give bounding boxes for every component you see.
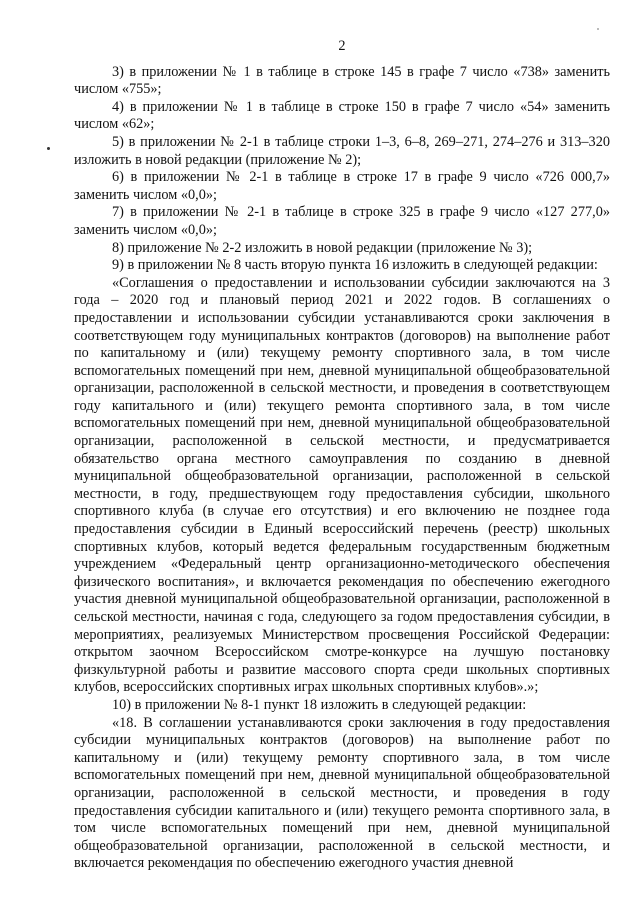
paragraph-item-4: 4) в приложении № 1 в таблице в строке 150 в графе 7 число «54» заменить числом «62»; <box>74 98 610 133</box>
quoted-text-item-18: «18. В соглашении устанавливаются сроки заключения в году предоставления субсидии муниципальных контрактов (договоров) на выполнение работ по капитальному и (или) текущему ремонту спортивного зала, в том числе вспомогательных помещений при нем, дневной муниципальной общеобразовательной организации, расположенной в сельской местности, и проведения в году предоставления субсидии капитального и (или) текущего ремонта спортивного зала, в том числе вспомогательных помещений при нем, дневной муниципальной общеобразовательной организации, расположенной в сельской местности, и включается рекомендация по обеспечению ежегодного участия дневной <box>74 714 610 872</box>
paragraph-item-3: 3) в приложении № 1 в таблице в строке 145 в графе 7 число «738» заменить числом «755»; <box>74 63 610 98</box>
paragraph-item-9: 9) в приложении № 8 часть вторую пункта 16 изложить в следующей редакции: <box>112 257 598 274</box>
quoted-text-item-16: «Соглашения о предоставлении и использовании субсидии заключаются на 3 года – 2020 год и плановый период 2021 и 2022 годов. В соглашениях о предоставлении и использовании субсидии устанавливаются сроки заключения в соответствующем году муниципальных контрактов (договоров) на выполнение работ по капитальному и (или) текущему ремонту спортивного зала, в том числе вспомогательных помещений при нем, дневной муниципальной общеобразовательной организации, расположенной в сельской местности, и проведения в соответствующем году капитального и (или) текущего ремонта спортивного зала, в том числе вспомогательных помещений при нем, дневной муниципальной общеобразовательной организации, расположенной в сельской местности, и предусматривается обязательство органа местного самоуправления по созданию в дневной муниципальной общеобразовательной организации, расположенной в сельской местности, в году, предшествующем году предоставления субсидии, школьного спортивного клуба (в случае его отсутствия) и его включению не позднее года предоставления субсидии в Единый всероссийский перечень (реестр) школьных спортивных клубов, который ведется федеральным государственным бюджетным учреждением «Федеральный центр организационно-методического обеспечения физического воспитания», и включается рекомендация по обеспечению ежегодного участия дневной муниципальной общеобразовательной организации, расположенной в сельской местности, начиная с года, следующего за годом предоставления субсидии, в мероприятиях, реализуемых Министерством просвещения Российской Федерации: открытом заочном Всероссийском смотре-конкурсе на лучшую постановку физкультурной работы и развитие массового спорта среди школьных спортивных клубов, всероссийских спортивных играх школьных спортивных клубов».»; <box>74 274 610 696</box>
scan-speck <box>47 147 50 150</box>
document-page <box>74 38 610 873</box>
paragraph-item-10: 10) в приложении № 8-1 пункт 18 изложить в следующей редакции: <box>112 696 527 713</box>
scan-speck <box>597 28 599 30</box>
paragraph-item-7: 7) в приложении № 2-1 в таблице в строке 325 в графе 9 число «127 277,0» заменить числом «0,0»; <box>74 204 610 238</box>
paragraph-item-6: 6) в приложении № 2-1 в таблице в строке 17 в графе 9 число «726 000,7» заменить числом «0,0»; <box>74 169 610 203</box>
paragraph-item-5: 5) в приложении № 2-1 в таблице строки 1–3, 6–8, 269–271, 274–276 и 313–320 изложить в новой редакции (приложение № 2); <box>74 133 610 168</box>
page-number: 2 <box>338 38 346 54</box>
paragraph-item-8: 8) приложение № 2-2 изложить в новой редакции (приложение № 3); <box>112 239 533 256</box>
